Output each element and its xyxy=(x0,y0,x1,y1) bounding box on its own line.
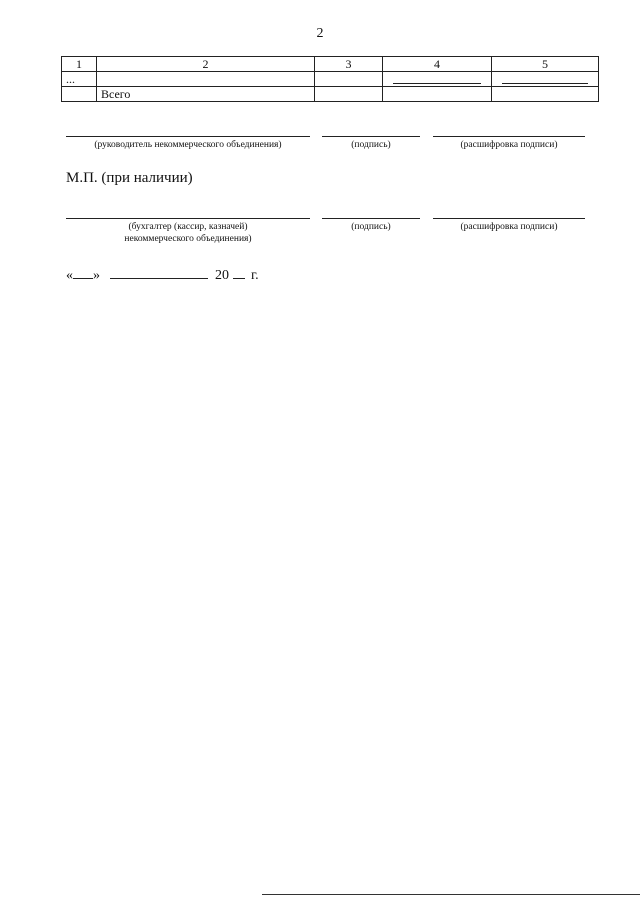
table-cell xyxy=(315,87,383,102)
column-header: 4 xyxy=(383,57,492,72)
position-caption xyxy=(66,221,310,245)
stamp-label: М.П. (при наличии) xyxy=(66,170,193,186)
cell-underline xyxy=(502,74,588,84)
year-suffix: г. xyxy=(251,268,259,283)
position-caption: (руководитель некоммерческого объединения) xyxy=(94,140,282,150)
signature-caption: (подпись) xyxy=(351,140,391,150)
position-caption-line2: некоммерческого объединения) xyxy=(124,234,252,244)
position-line xyxy=(66,218,310,219)
table-cell: ... xyxy=(62,72,97,87)
decoding-line xyxy=(433,218,585,219)
decoding-line xyxy=(433,136,585,137)
day-blank xyxy=(73,266,93,279)
table-row-total xyxy=(62,87,599,102)
year-prefix: 20 xyxy=(215,268,229,283)
report-table xyxy=(61,56,599,102)
column-header: 3 xyxy=(315,57,383,72)
position-line xyxy=(66,136,310,137)
signature-caption: (подпись) xyxy=(351,222,391,232)
close-quote: » xyxy=(93,268,100,283)
table-row xyxy=(62,72,599,87)
decoding-caption: (расшифровка подписи) xyxy=(460,222,558,232)
position-caption-line1: (бухгалтер (кассир, казначей) xyxy=(128,222,248,232)
table-cell xyxy=(97,72,315,87)
year-blank xyxy=(233,266,245,279)
total-label: Всего xyxy=(97,87,315,102)
date-field xyxy=(66,266,259,284)
signature-line xyxy=(322,136,420,137)
cell-underline xyxy=(393,74,481,84)
column-header: 2 xyxy=(97,57,315,72)
column-header: 5 xyxy=(492,57,599,72)
table-cell xyxy=(383,72,492,87)
table-cell xyxy=(492,72,599,87)
signature-line xyxy=(322,218,420,219)
decoding-caption: (расшифровка подписи) xyxy=(460,140,558,150)
open-quote: « xyxy=(66,268,73,283)
table-cell xyxy=(62,87,97,102)
table-cell xyxy=(315,72,383,87)
bottom-rule xyxy=(262,894,640,895)
page-number: 2 xyxy=(316,26,324,41)
month-blank xyxy=(110,266,208,279)
table-cell xyxy=(492,87,599,102)
column-header: 1 xyxy=(62,57,97,72)
table-header-row xyxy=(62,57,599,72)
table-cell xyxy=(383,87,492,102)
